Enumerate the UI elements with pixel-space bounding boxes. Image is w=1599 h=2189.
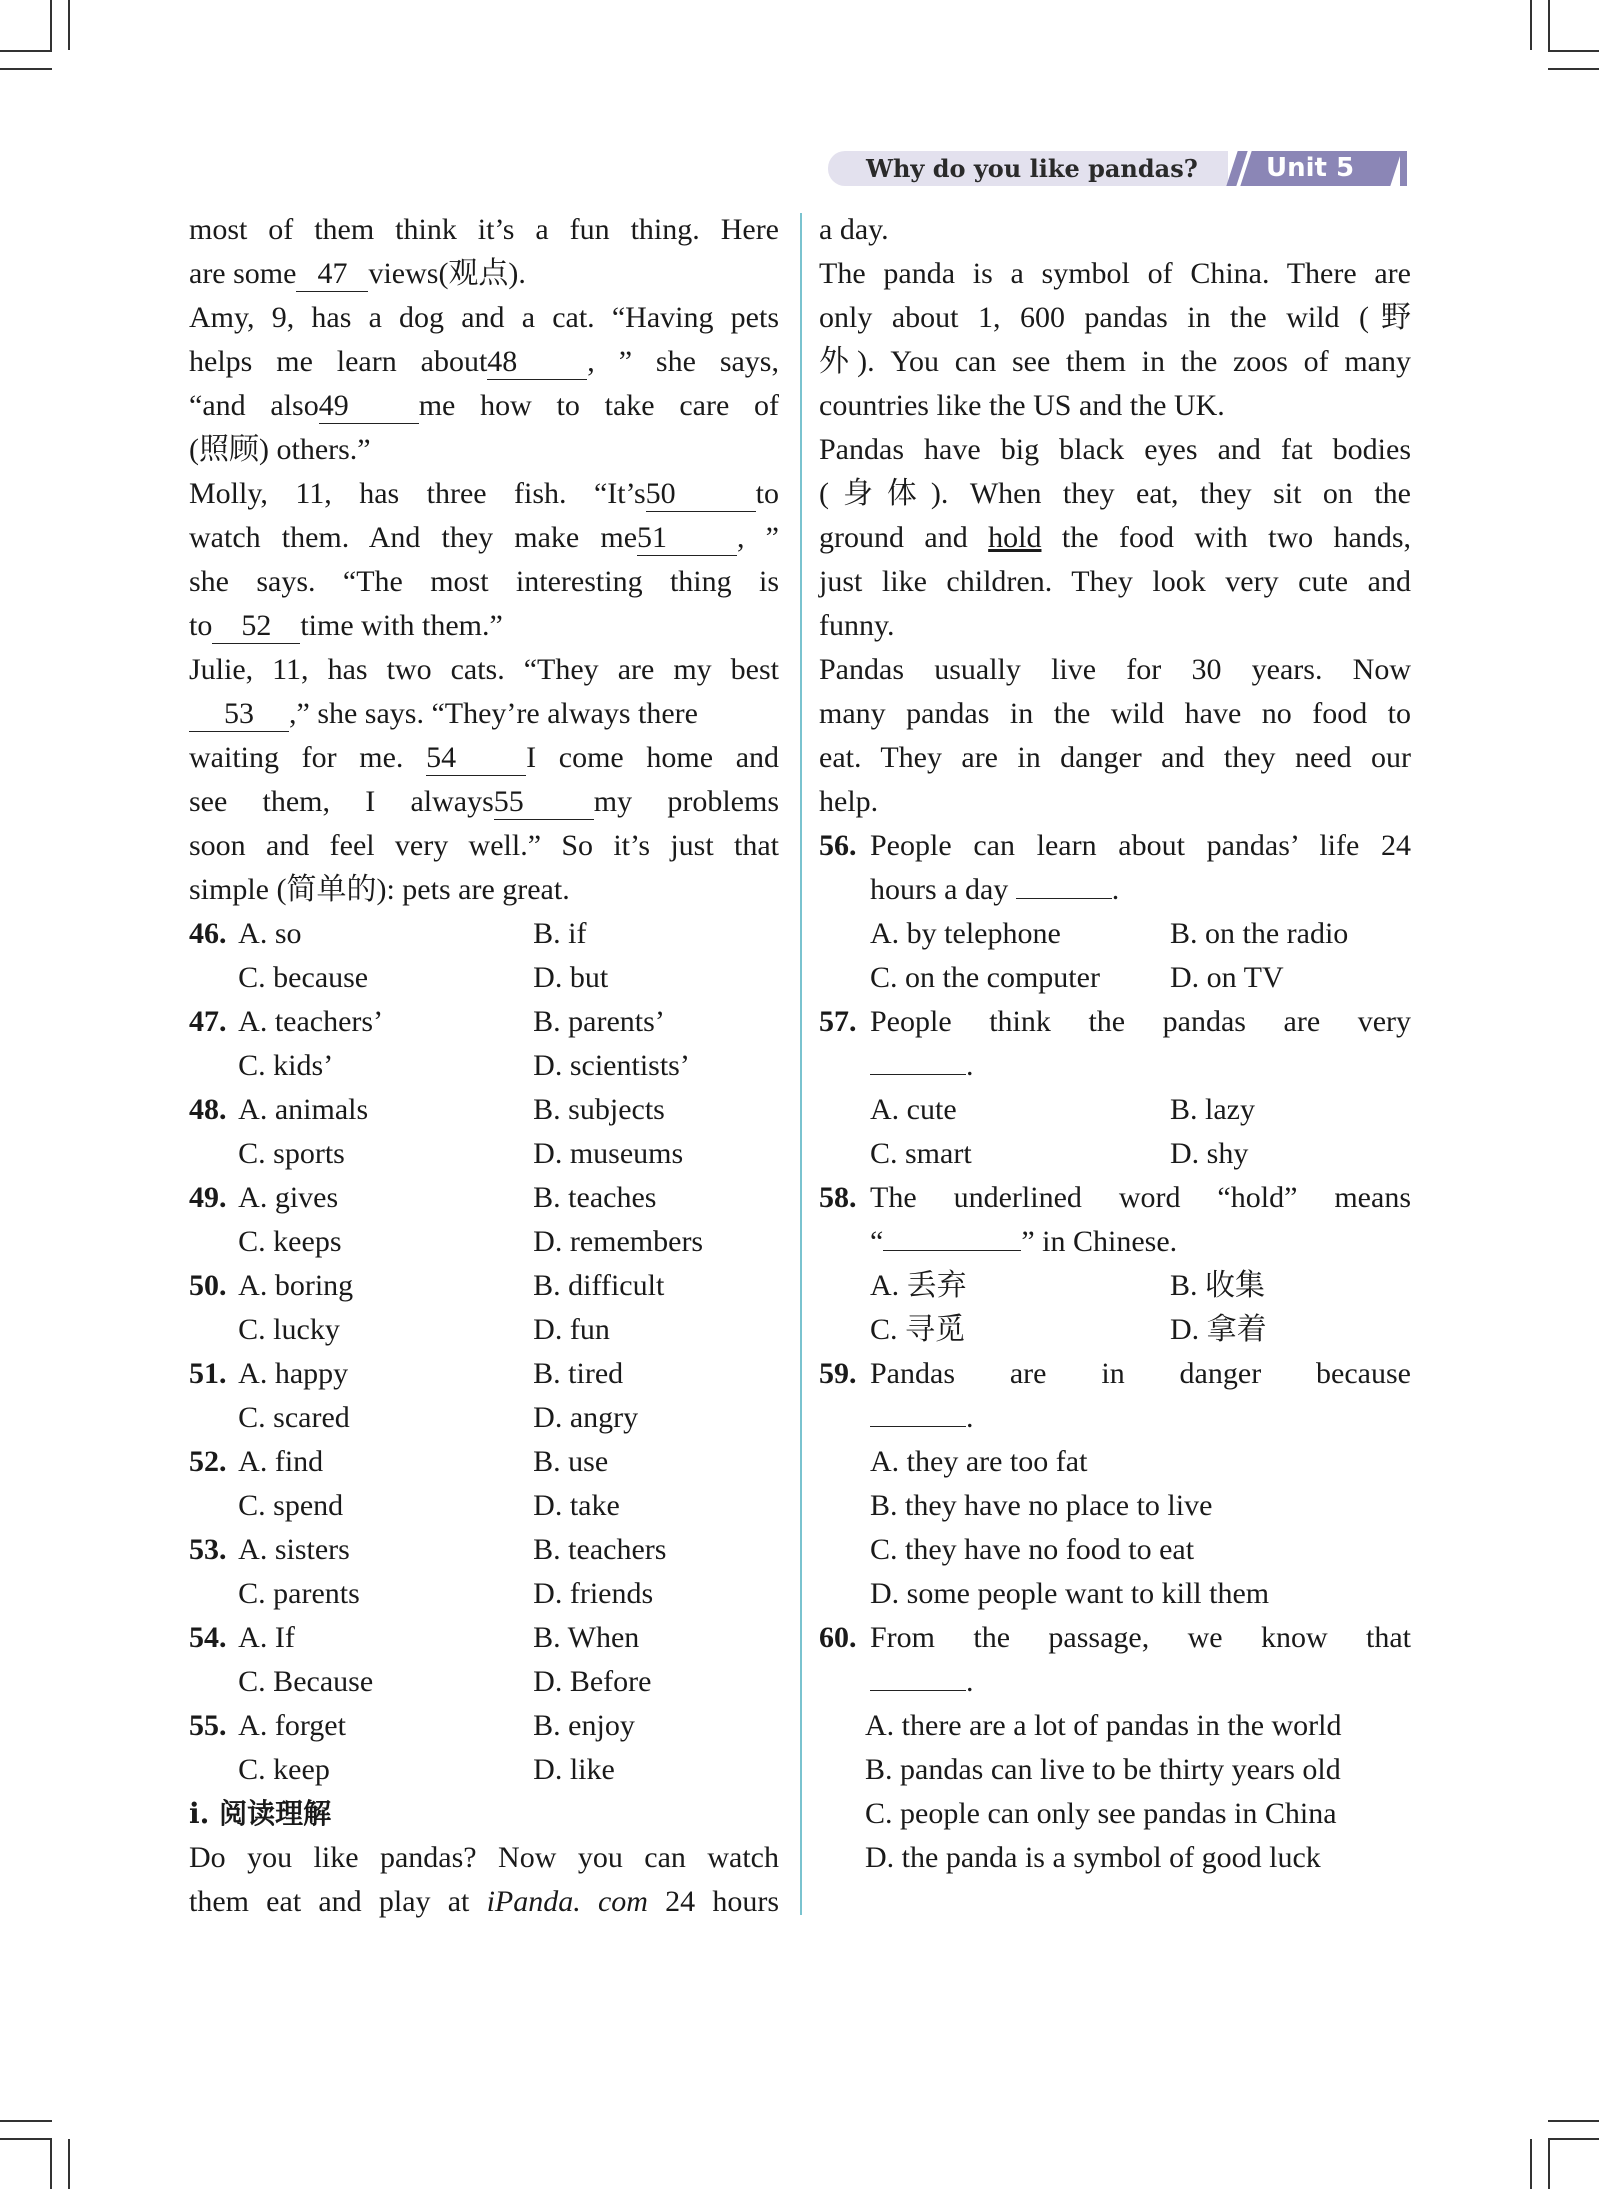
option-c[interactable]: C. spend	[238, 1489, 344, 1522]
text-line: The panda is a symbol of China. There are	[819, 257, 1411, 290]
option-b[interactable]: B. teaches	[533, 1181, 657, 1214]
question-text: Pandas are in danger because	[870, 1357, 1411, 1390]
option-c[interactable]: C. 寻觅	[870, 1313, 966, 1346]
option-c[interactable]: C. on the computer	[870, 961, 1100, 994]
option-d[interactable]: D. angry	[533, 1401, 639, 1434]
crop-mark	[1548, 2120, 1599, 2122]
underlined-word: hold	[988, 521, 1042, 554]
text-line: see them, I always55 my problems	[189, 785, 779, 818]
option-a[interactable]: A. there are a lot of pandas in the world	[865, 1709, 1342, 1742]
option-a[interactable]: A. If	[238, 1621, 295, 1654]
option-c[interactable]: C. parents	[238, 1577, 360, 1610]
crop-mark	[1548, 2138, 1599, 2140]
option-a[interactable]: A. they are too fat	[870, 1445, 1088, 1478]
answer-blank[interactable]	[870, 1690, 966, 1691]
question-47-cont	[189, 1044, 779, 1088]
text-line: most of them think it’s a fun thing. Here	[189, 213, 779, 246]
text-line: Do you like pandas? Now you can watch	[189, 1841, 779, 1874]
options-row	[819, 1132, 1411, 1176]
option-d[interactable]: D. but	[533, 961, 609, 994]
option-a[interactable]: A. so	[238, 917, 302, 950]
crop-mark	[0, 50, 52, 52]
text-line: funny.	[819, 609, 895, 642]
question-49-cont	[189, 1220, 779, 1264]
question-53-cont	[189, 1572, 779, 1616]
option-d[interactable]: D. 拿着	[1170, 1313, 1267, 1346]
text-line: Amy, 9, has a dog and a cat. “Having pets	[189, 301, 779, 334]
option-b[interactable]: B. tired	[533, 1357, 624, 1390]
option-c[interactable]: C. they have no food to eat	[870, 1533, 1195, 1566]
header-unit-label: Unit 5	[1266, 153, 1355, 183]
crop-mark	[1530, 0, 1532, 50]
text-line: eat. They are in danger and they need our	[819, 741, 1411, 774]
text-line: soon and feel very well.” So it’s just that	[189, 829, 779, 862]
option-b[interactable]: B. 收集	[1170, 1269, 1266, 1302]
option-d[interactable]: D. fun	[533, 1313, 610, 1346]
option-d[interactable]: D. remembers	[533, 1225, 704, 1258]
text-line: Pandas have big black eyes and fat bodies	[819, 433, 1411, 466]
text-line: only about 1, 600 pandas in the wild (野	[819, 301, 1411, 334]
question-50: 50. A. boring B. difficult	[189, 1264, 779, 1308]
question-60: 60. From the passage, we know that .	[819, 1616, 1411, 1704]
option-c[interactable]: C. smart	[870, 1137, 972, 1170]
crop-mark	[1548, 50, 1599, 52]
question-58: 58. The underlined word “hold” means “ ” in Chinese.	[819, 1176, 1411, 1264]
question-text: .	[870, 1044, 1411, 1088]
question-text: .	[870, 1396, 1411, 1440]
crop-mark	[0, 2120, 52, 2122]
text-line: just like children. They look very cute and	[819, 565, 1411, 598]
question-51-cont	[189, 1396, 779, 1440]
question-54: 54. A. If B. When	[189, 1616, 779, 1660]
option-a[interactable]: A. find	[238, 1445, 324, 1478]
text-line: are some 47 views(观点).	[189, 257, 526, 290]
option-d[interactable]: D. scientists’	[533, 1049, 690, 1082]
option-b[interactable]: B. When	[533, 1621, 640, 1654]
crop-mark	[1548, 68, 1599, 70]
option-c[interactable]: C. scared	[238, 1401, 350, 1434]
blank-52[interactable]: 52	[212, 609, 300, 644]
option-a[interactable]: A. boring	[238, 1269, 354, 1302]
option-b[interactable]: B. subjects	[533, 1093, 665, 1126]
text-line: simple (简单的): pets are great.	[189, 873, 570, 906]
option-a[interactable]: A. animals	[238, 1093, 369, 1126]
crop-mark	[1548, 0, 1550, 50]
question-49: 49. A. gives B. teaches	[189, 1176, 779, 1220]
option-a[interactable]: A. gives	[238, 1181, 339, 1214]
crop-mark	[0, 68, 52, 70]
left-column	[189, 208, 779, 1924]
header-unit	[1240, 151, 1401, 186]
question-51: 51. A. happy B. tired	[189, 1352, 779, 1396]
option-a[interactable]: A. forget	[238, 1709, 346, 1742]
option-b[interactable]: B. if	[533, 917, 587, 950]
question-54-cont	[189, 1660, 779, 1704]
text-line: “and also49 me how to take care of	[189, 389, 779, 422]
text-line: Julie, 11, has two cats. “They are my best	[189, 653, 779, 686]
option-a[interactable]: A. 丢弃	[870, 1269, 967, 1302]
crop-mark	[50, 2139, 52, 2189]
option-c[interactable]: C. keeps	[238, 1225, 342, 1258]
website-name: iPanda. com	[486, 1885, 648, 1918]
question-55: 55. A. forget B. enjoy	[189, 1704, 779, 1748]
text-line: 53 ,” she says. “They’re always there	[189, 692, 779, 736]
blank-47[interactable]: 47	[296, 257, 368, 292]
header-end-bar	[1400, 151, 1407, 186]
text-line: many pandas in the wild have no food to	[819, 697, 1411, 730]
answer-blank[interactable]	[870, 1426, 966, 1427]
text-line: waiting for me. 54 I come home and	[189, 741, 780, 774]
blank-54[interactable]: 54	[426, 741, 526, 776]
question-59: 59. Pandas are in danger because .	[819, 1352, 1411, 1440]
question-56: 56. People can learn about pandas’ life 24 hours a day .	[819, 824, 1411, 912]
option-d[interactable]: D. take	[533, 1489, 620, 1522]
option-c[interactable]: C. because	[238, 961, 369, 994]
question-text: People can learn about pandas’ life 24	[870, 829, 1411, 862]
text-line: watch them. And they make me51 , ”	[189, 521, 779, 554]
option-d[interactable]: D. the panda is a symbol of good luck	[865, 1841, 1321, 1874]
blank-53[interactable]: 53	[189, 697, 289, 732]
option-c[interactable]: C. keep	[238, 1753, 330, 1786]
question-52-cont	[189, 1484, 779, 1528]
option-a[interactable]: A. sisters	[238, 1533, 350, 1566]
options-row	[819, 1264, 1411, 1308]
option-b[interactable]: B. they have no place to live	[870, 1489, 1213, 1522]
option-b[interactable]: B. on the radio	[1170, 917, 1349, 950]
question-48: 48. A. animals B. subjects	[189, 1088, 779, 1132]
crop-mark	[1530, 2139, 1532, 2189]
crop-mark	[1548, 2139, 1550, 2189]
blank-48[interactable]: 48	[487, 345, 587, 380]
text-line: helps me learn about48 , ” she says,	[189, 345, 779, 378]
question-57: 57. People think the pandas are very .	[819, 1000, 1411, 1088]
blank-49[interactable]: 49	[319, 389, 419, 424]
option-b[interactable]: B. teachers	[533, 1533, 667, 1566]
crop-mark	[0, 2138, 52, 2140]
answer-blank[interactable]	[870, 1074, 966, 1075]
answer-blank[interactable]	[1016, 898, 1112, 899]
option-c[interactable]: C. Because	[238, 1665, 374, 1698]
question-text: From the passage, we know that	[870, 1621, 1411, 1654]
option-b[interactable]: B. enjoy	[533, 1709, 635, 1742]
question-55-cont	[189, 1748, 779, 1792]
option-d[interactable]: D. Before	[533, 1665, 652, 1698]
option-b[interactable]: B. lazy	[1170, 1093, 1255, 1126]
option-c[interactable]: C. kids’	[238, 1049, 334, 1082]
text-line: Pandas usually live for 30 years. Now	[819, 653, 1411, 686]
question-46: 46. A. so B. if	[189, 912, 779, 956]
question-53: 53. A. sisters B. teachers	[189, 1528, 779, 1572]
text-line: she says. “The most interesting thing is	[189, 565, 779, 598]
header-title: Why do you like pandas?	[828, 151, 1228, 186]
question-text: People think the pandas are very	[870, 1005, 1411, 1038]
text-line: to 52 time with them.”	[189, 609, 503, 642]
options-row	[819, 1308, 1411, 1352]
text-line: a day.	[819, 213, 889, 246]
blank-55[interactable]: 55	[494, 785, 594, 820]
crop-mark	[50, 0, 52, 50]
question-text: The underlined word “hold” means	[870, 1181, 1411, 1214]
option-b[interactable]: B. use	[533, 1445, 609, 1478]
option-b[interactable]: B. difficult	[533, 1269, 665, 1302]
option-c[interactable]: C. sports	[238, 1137, 345, 1170]
blank-51[interactable]: 51	[637, 521, 737, 556]
crop-mark	[68, 2139, 70, 2189]
option-b[interactable]: B. parents’	[533, 1005, 665, 1038]
option-d[interactable]: D. on TV	[1170, 961, 1284, 994]
option-a[interactable]: A. happy	[238, 1357, 349, 1390]
option-a[interactable]: A. teachers’	[238, 1005, 384, 1038]
text-line: them eat and play at iPanda. com 24 hours	[189, 1885, 779, 1918]
text-line: (照顾) others.”	[189, 433, 371, 466]
option-c[interactable]: C. lucky	[238, 1313, 340, 1346]
question-text: hours a day .	[870, 873, 1120, 906]
right-column	[819, 208, 1411, 1880]
blank-50[interactable]: 50	[646, 477, 756, 512]
options-row	[819, 956, 1411, 1000]
text-line: Molly, 11, has three fish. “It’s50 to	[189, 477, 779, 510]
options-row	[819, 912, 1411, 956]
crop-mark	[68, 0, 70, 50]
option-d[interactable]: D. some people want to kill them	[870, 1577, 1270, 1610]
text-line: countries like the US and the UK.	[819, 389, 1225, 422]
question-52: 52. A. find B. use	[189, 1440, 779, 1484]
option-a[interactable]: A. cute	[870, 1093, 957, 1126]
option-d[interactable]: D. like	[533, 1753, 615, 1786]
section-heading: ⅰ. 阅读理解	[189, 1797, 332, 1830]
option-a[interactable]: A. by telephone	[870, 917, 1061, 950]
text-line: help.	[819, 785, 879, 818]
text-line: ground and hold the food with two hands,	[819, 521, 1412, 554]
question-50-cont	[189, 1308, 779, 1352]
question-46-cont	[189, 956, 779, 1000]
answer-blank[interactable]	[883, 1250, 1021, 1251]
question-47: 47. A. teachers’ B. parents’	[189, 1000, 779, 1044]
column-divider	[800, 213, 802, 1915]
option-d[interactable]: D. shy	[1170, 1137, 1249, 1170]
question-48-cont	[189, 1132, 779, 1176]
text-line: (身体). When they eat, they sit on the	[819, 477, 1411, 510]
option-c[interactable]: C. people can only see pandas in China	[865, 1797, 1337, 1830]
option-d[interactable]: D. friends	[533, 1577, 654, 1610]
options-row	[819, 1088, 1411, 1132]
option-b[interactable]: B. pandas can live to be thirty years old	[865, 1753, 1341, 1786]
option-d[interactable]: D. museums	[533, 1137, 684, 1170]
question-text: .	[870, 1660, 1411, 1704]
text-line: 外). You can see them in the zoos of many	[819, 345, 1411, 378]
question-text: “ ” in Chinese.	[870, 1225, 1178, 1258]
